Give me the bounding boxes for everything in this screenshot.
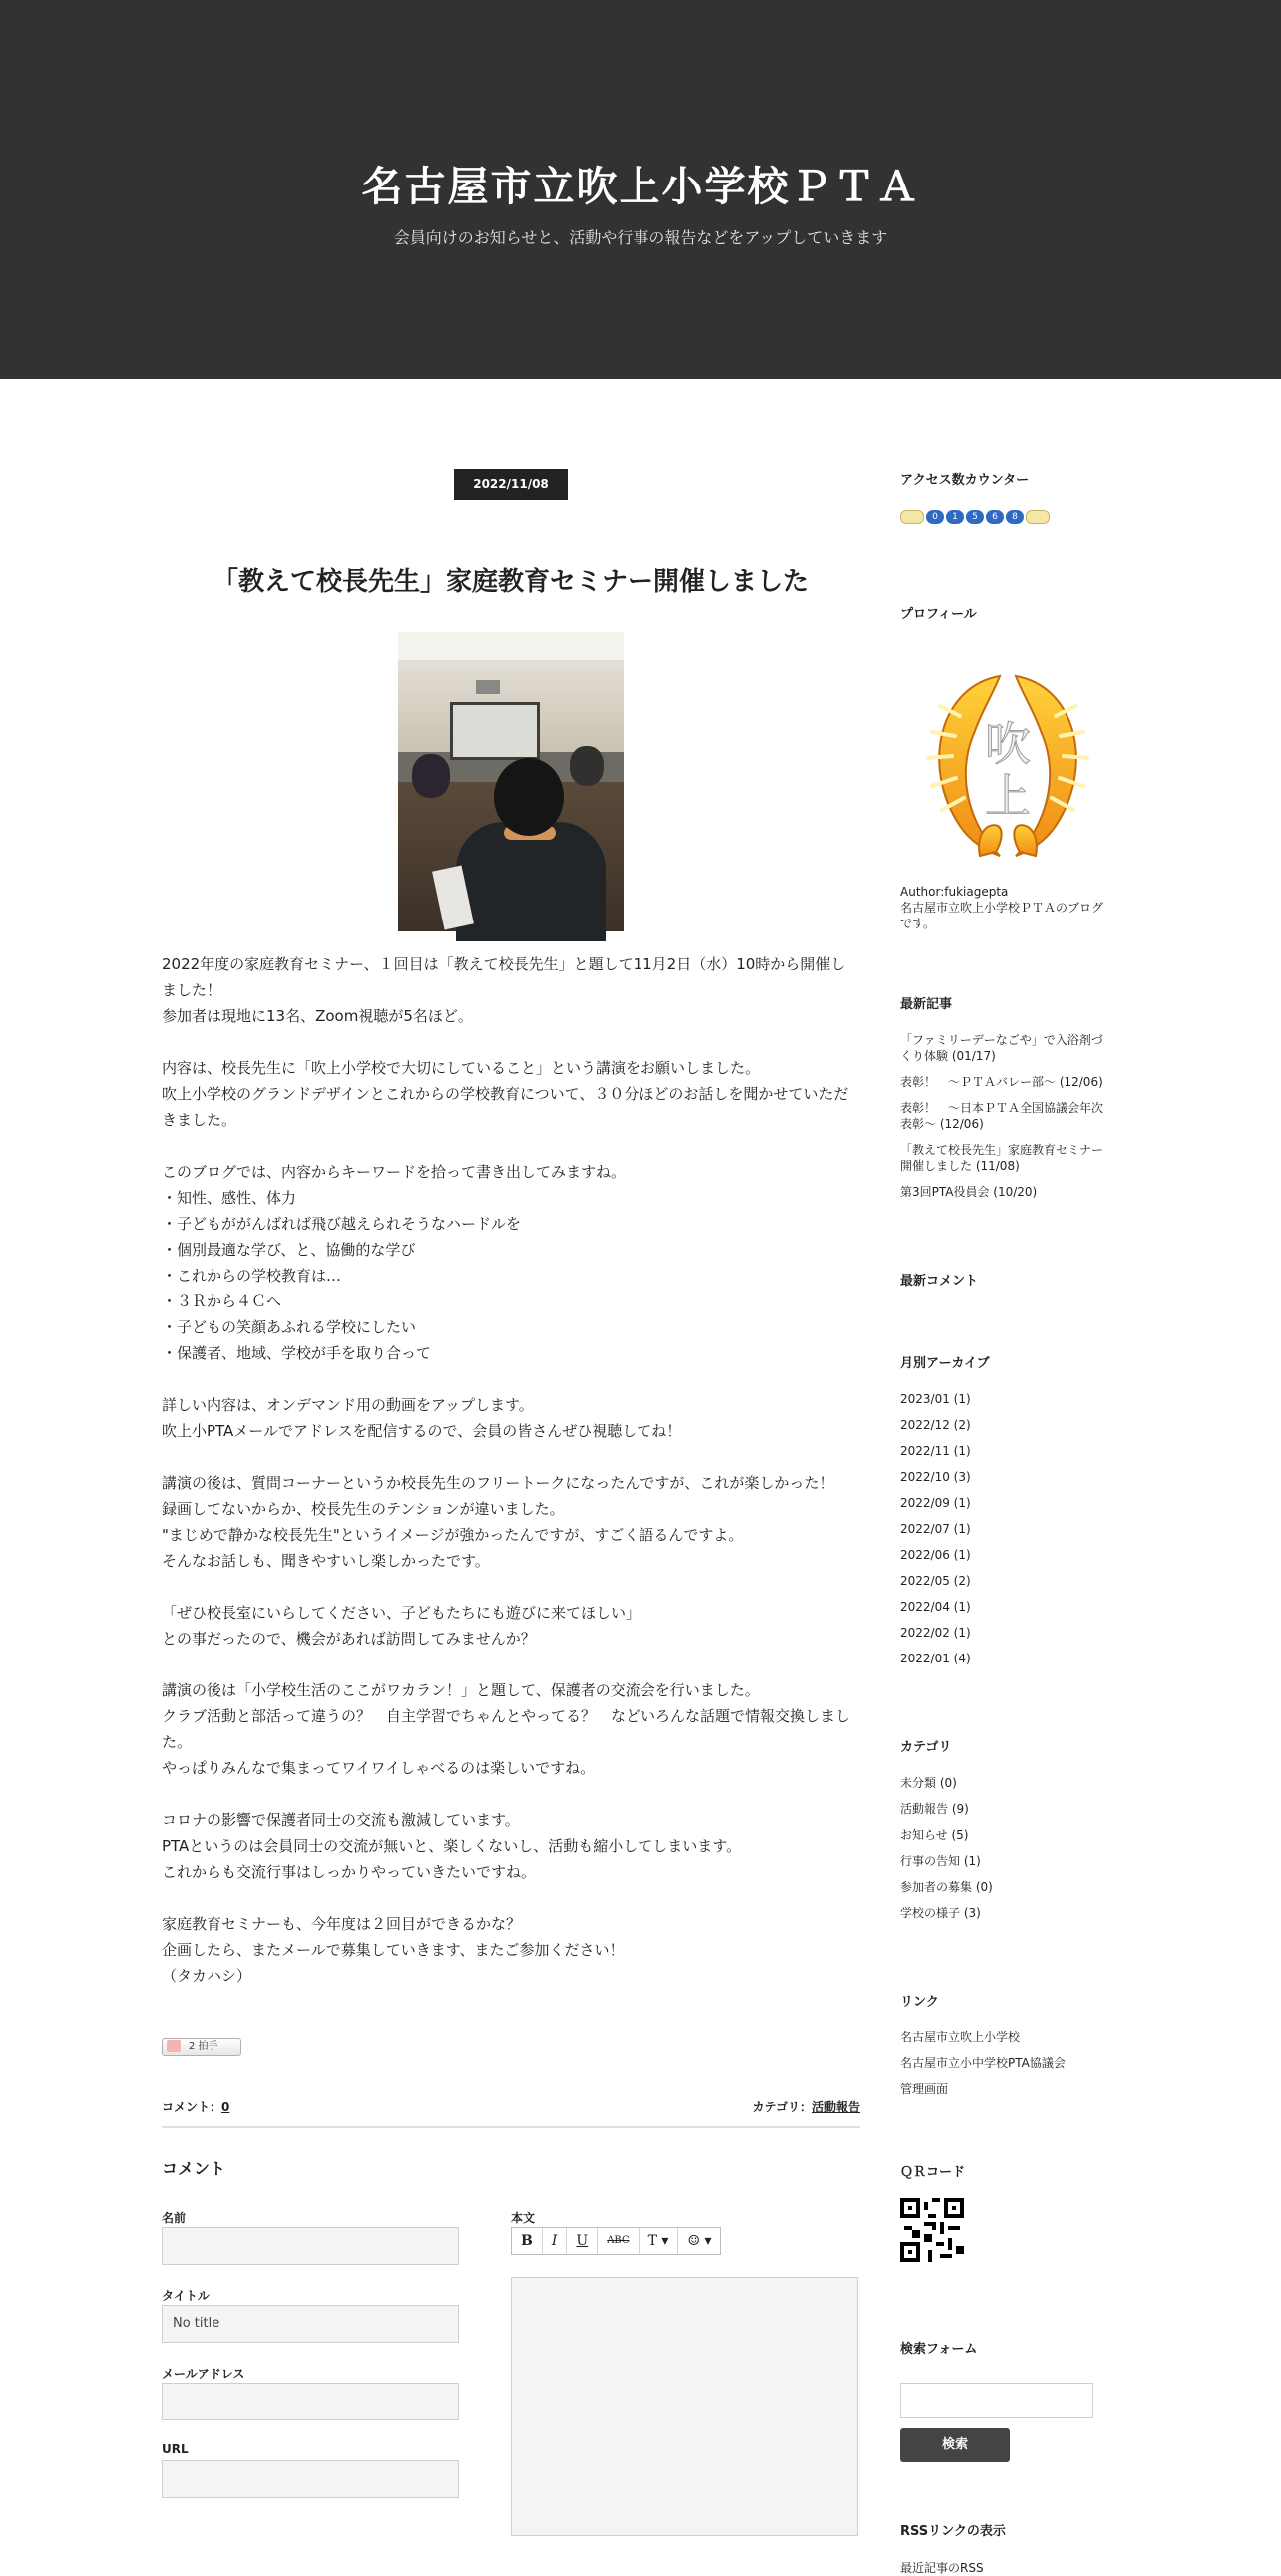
category-title: カテゴリ [900,1740,952,1755]
url-field[interactable] [162,2460,459,2498]
category-item [900,1905,1109,1921]
search-title: 検索フォーム [900,2342,978,2357]
archive-link[interactable]: 2022/01 (4) [900,1652,971,1665]
recent-link[interactable]: 表彰！ ～ＰＴＡバレー部～ (12/06) [900,1075,1103,1089]
recent-link[interactable]: 第3回PTA役員会 (10/20) [900,1185,1038,1199]
photo-person-head [494,758,564,836]
title-field[interactable]: No title [162,2305,459,2343]
category-link[interactable]: 未分類 (0) [900,1776,957,1790]
category-link[interactable]: お知らせ (5) [900,1828,969,1842]
bold-button[interactable]: B [512,2228,543,2254]
access-counter [900,510,1109,524]
category-list [900,1775,1109,1921]
main-column [162,469,860,2528]
archive-item [900,1573,1109,1589]
url-label: URL [162,2442,189,2456]
archive-link[interactable]: 2022/07 (1) [900,1522,971,1536]
links-link[interactable]: 名古屋市立吹上小学校 [900,2030,1021,2044]
archive-link[interactable]: 2022/05 (2) [900,1574,971,1588]
site-title[interactable]: 名古屋市立吹上小学校ＰＴＡ [361,163,920,210]
emblem-text: 上 [985,769,1031,823]
emoji-button[interactable]: ☺ ▾ [687,2233,712,2249]
counter-hand-icon [1026,510,1050,524]
entry-title[interactable]: 「教えて校長先生」家庭教育セミナー開催しました [212,567,809,597]
recent-item [900,1074,1109,1090]
archive-link[interactable]: 2022/12 (2) [900,1418,971,1432]
email-label: メールアドレス [162,2367,245,2381]
category-item [900,1879,1109,1895]
links-item [900,2029,1109,2045]
archive-item [900,1495,1109,1511]
links-item [900,2055,1109,2071]
archive-link[interactable]: 2022/06 (1) [900,1548,971,1562]
counter-digit: 1 [946,510,964,524]
category-link[interactable]: 参加者の募集 (0) [900,1880,993,1894]
italic-button[interactable]: I [543,2228,568,2254]
category-item [900,1775,1109,1791]
archive-item [900,1599,1109,1615]
category-item [900,1801,1109,1817]
underline-button[interactable]: U [567,2228,598,2254]
category-label: カテゴリ： [752,2100,812,2114]
clap-label: 2 拍手 [189,2041,218,2052]
counter-digit: 0 [926,510,944,524]
counter-digit: 5 [966,510,984,524]
archive-list [900,1391,1109,1666]
qr-code-icon [900,2198,964,2262]
pta-emblem-logo [900,656,1115,872]
email-field[interactable] [162,2383,459,2420]
name-field[interactable] [162,2227,459,2265]
rss-link[interactable]: 最近記事のRSS [900,2561,984,2575]
recent-item [900,1184,1109,1200]
archive-title: 月別アーカイブ [900,1356,990,1371]
photo-attendee [412,754,450,798]
font-size-button[interactable]: T ▾ [640,2228,679,2254]
entry-date: 2022/11/08 [454,469,568,500]
archive-link[interactable]: 2022/04 (1) [900,1600,971,1614]
links-link[interactable]: 名古屋市立小中学校PTA協議会 [900,2056,1066,2070]
archive-item [900,1521,1109,1537]
photo-person-body [456,822,606,941]
links-list [900,2029,1109,2097]
site-header [0,0,1281,379]
comments-title: 最新コメント [900,1274,979,1288]
category-item [900,1853,1109,1869]
recent-link[interactable]: 「ファミリーデーなごや」で入浴剤づくり体験 (01/17) [900,1033,1103,1063]
entry-footer [162,2098,860,2128]
entry-photo[interactable] [398,632,624,931]
archive-link[interactable]: 2023/01 (1) [900,1392,971,1406]
comment-heading: コメント [162,2159,226,2178]
recent-item [900,1032,1109,1064]
archive-link[interactable]: 2022/09 (1) [900,1496,971,1510]
qr-code [900,2198,964,2262]
archive-item [900,1547,1109,1563]
body-label: 本文 [511,2211,536,2225]
site-description: 会員向けのお知らせと、活動や行事の報告などをアップしていきます [393,228,888,247]
archive-item [900,1391,1109,1407]
comment-count-label: コメント： [162,2100,222,2114]
profile-title: プロフィール [900,607,977,622]
comment-form [162,2209,860,2528]
links-title: リンク [900,1995,939,2010]
links-link[interactable]: 管理画面 [900,2082,949,2096]
archive-item [900,1469,1109,1485]
recent-title: 最新記事 [900,997,953,1012]
search-input[interactable] [900,2383,1093,2418]
strike-button[interactable]: ABC [598,2228,639,2254]
photo-projector [476,680,500,694]
category-link[interactable]: 活動報告 [811,2100,860,2114]
search-button[interactable]: 検索 [900,2428,1010,2462]
counter-digit: 8 [1006,510,1024,524]
category-link[interactable]: 活動報告 (9) [900,1802,969,1816]
comment-count-link[interactable]: 0 [221,2100,230,2114]
category-meta [752,2098,860,2115]
name-label: 名前 [162,2211,187,2225]
profile-author: Author:fukiagepta [900,885,1009,899]
photo-ceiling [398,632,624,660]
qr-title: ＱＲコード [900,2165,966,2180]
archive-item [900,1625,1109,1641]
comment-body-field[interactable] [511,2277,858,2536]
archive-link[interactable]: 2022/10 (3) [900,1470,971,1484]
counter-digit: 6 [986,510,1004,524]
counter-hand-icon [900,510,924,524]
emblem-text: 吹 [985,717,1031,771]
comment-count-meta [162,2098,229,2115]
archive-link[interactable]: 2022/02 (1) [900,1626,971,1640]
recent-list [900,1032,1109,1200]
clap-icon [167,2040,181,2052]
recent-link[interactable]: 表彰！ ～日本ＰＴＡ全国協議会年次表彰～ (12/06) [900,1101,1104,1131]
rss-title: RSSリンクの表示 [900,2524,1006,2539]
category-link[interactable]: 学校の様子 (3) [900,1906,981,1920]
photo-attendee [570,746,604,786]
links-item [900,2081,1109,2097]
recent-item [900,1142,1109,1174]
counter-title: アクセス数カウンター [900,473,1030,488]
archive-item [900,1651,1109,1666]
archive-link[interactable]: 2022/11 (1) [900,1444,971,1458]
photo-screen [450,702,540,760]
archive-item [900,1417,1109,1433]
recent-item [900,1100,1109,1132]
recent-link[interactable]: 「教えて校長先生」家庭教育セミナー開催しました (11/08) [900,1143,1104,1173]
sidebar [900,469,1109,2576]
entry-body: 2022年度の家庭教育セミナー、１回目は「教えて校長先生」と題して11月2日（水）10時から開催しました！ 参加者は現地に13名、Zoom視聴が5名ほど。 内容は、校長先生に「吹上小学校で大切にしていること」という講演をお願いしました。 吹上小学校のグランドデザインとこれからの学校教育について、３０分ほどのお話しを聞かせていただきました。 このブログでは、内容からキーワードを拾って書き出してみますね。 ・知性、感性、体力 ・子どもががんばれば飛び越えられそうなハードルを ・個別最適な学び、と、協働的な学び ・これからの学校教育は… ・３Ｒから４Ｃへ ・子どもの笑顔あふれる学校にしたい ・保護者、地域、学校が手を取り合って 詳しい内容は、オンデマンド用の動画をアップします。 吹上小PTAメールでアドレスを配信するので、会員の皆さんぜひ視聴してね！ 講演の後は、質問コーナーというか校長先生のフリートークになったんですが、これが楽しかった！ 録画してないからか、校長先生のテンションが違いました。 "まじめで静かな校長先生"というイメージが強かったんですが、すごく語るんですよ。 そんなお話しも、聞きやすいし楽しかったです。 「ぜひ校長室にいらしてください、子どもたちにも遊びに来てほしい」 との事だったので、機会があれば訪問してみませんか？ 講演の後は「小学校生活のここがワカラン！」と題して、保護者の交流会を行いました。 クラブ活動と部活って違うの？ 自主学習でちゃんとやってる？ などいろんな話題で情報交換しました。 やっぱりみんなで集まってワイワイしゃべるのは楽しいですね。 コロナの影響で保護者同士の交流も激減しています。 PTAというのは会員同士の交流が無いと、楽しくないし、活動も縮小してしまいます。 これからも交流行事はしっかりやっていきたいですね。 家庭教育セミナーも、今年度は２回目ができるかな？ 企画したら、またメールで募集していきます、またご参加ください！ （タカハシ） [162,955,851,1985]
archive-item [900,1443,1109,1459]
profile-emblem [900,656,1115,872]
profile-description: 名古屋市立吹上小学校ＰＴＡのブログです。 [900,901,1104,930]
category-link[interactable]: 行事の告知 (1) [900,1854,981,1868]
category-item [900,1827,1109,1843]
title-label: タイトル [162,2289,210,2303]
editor-toolbar [511,2227,721,2255]
clap-button[interactable] [162,2038,241,2056]
